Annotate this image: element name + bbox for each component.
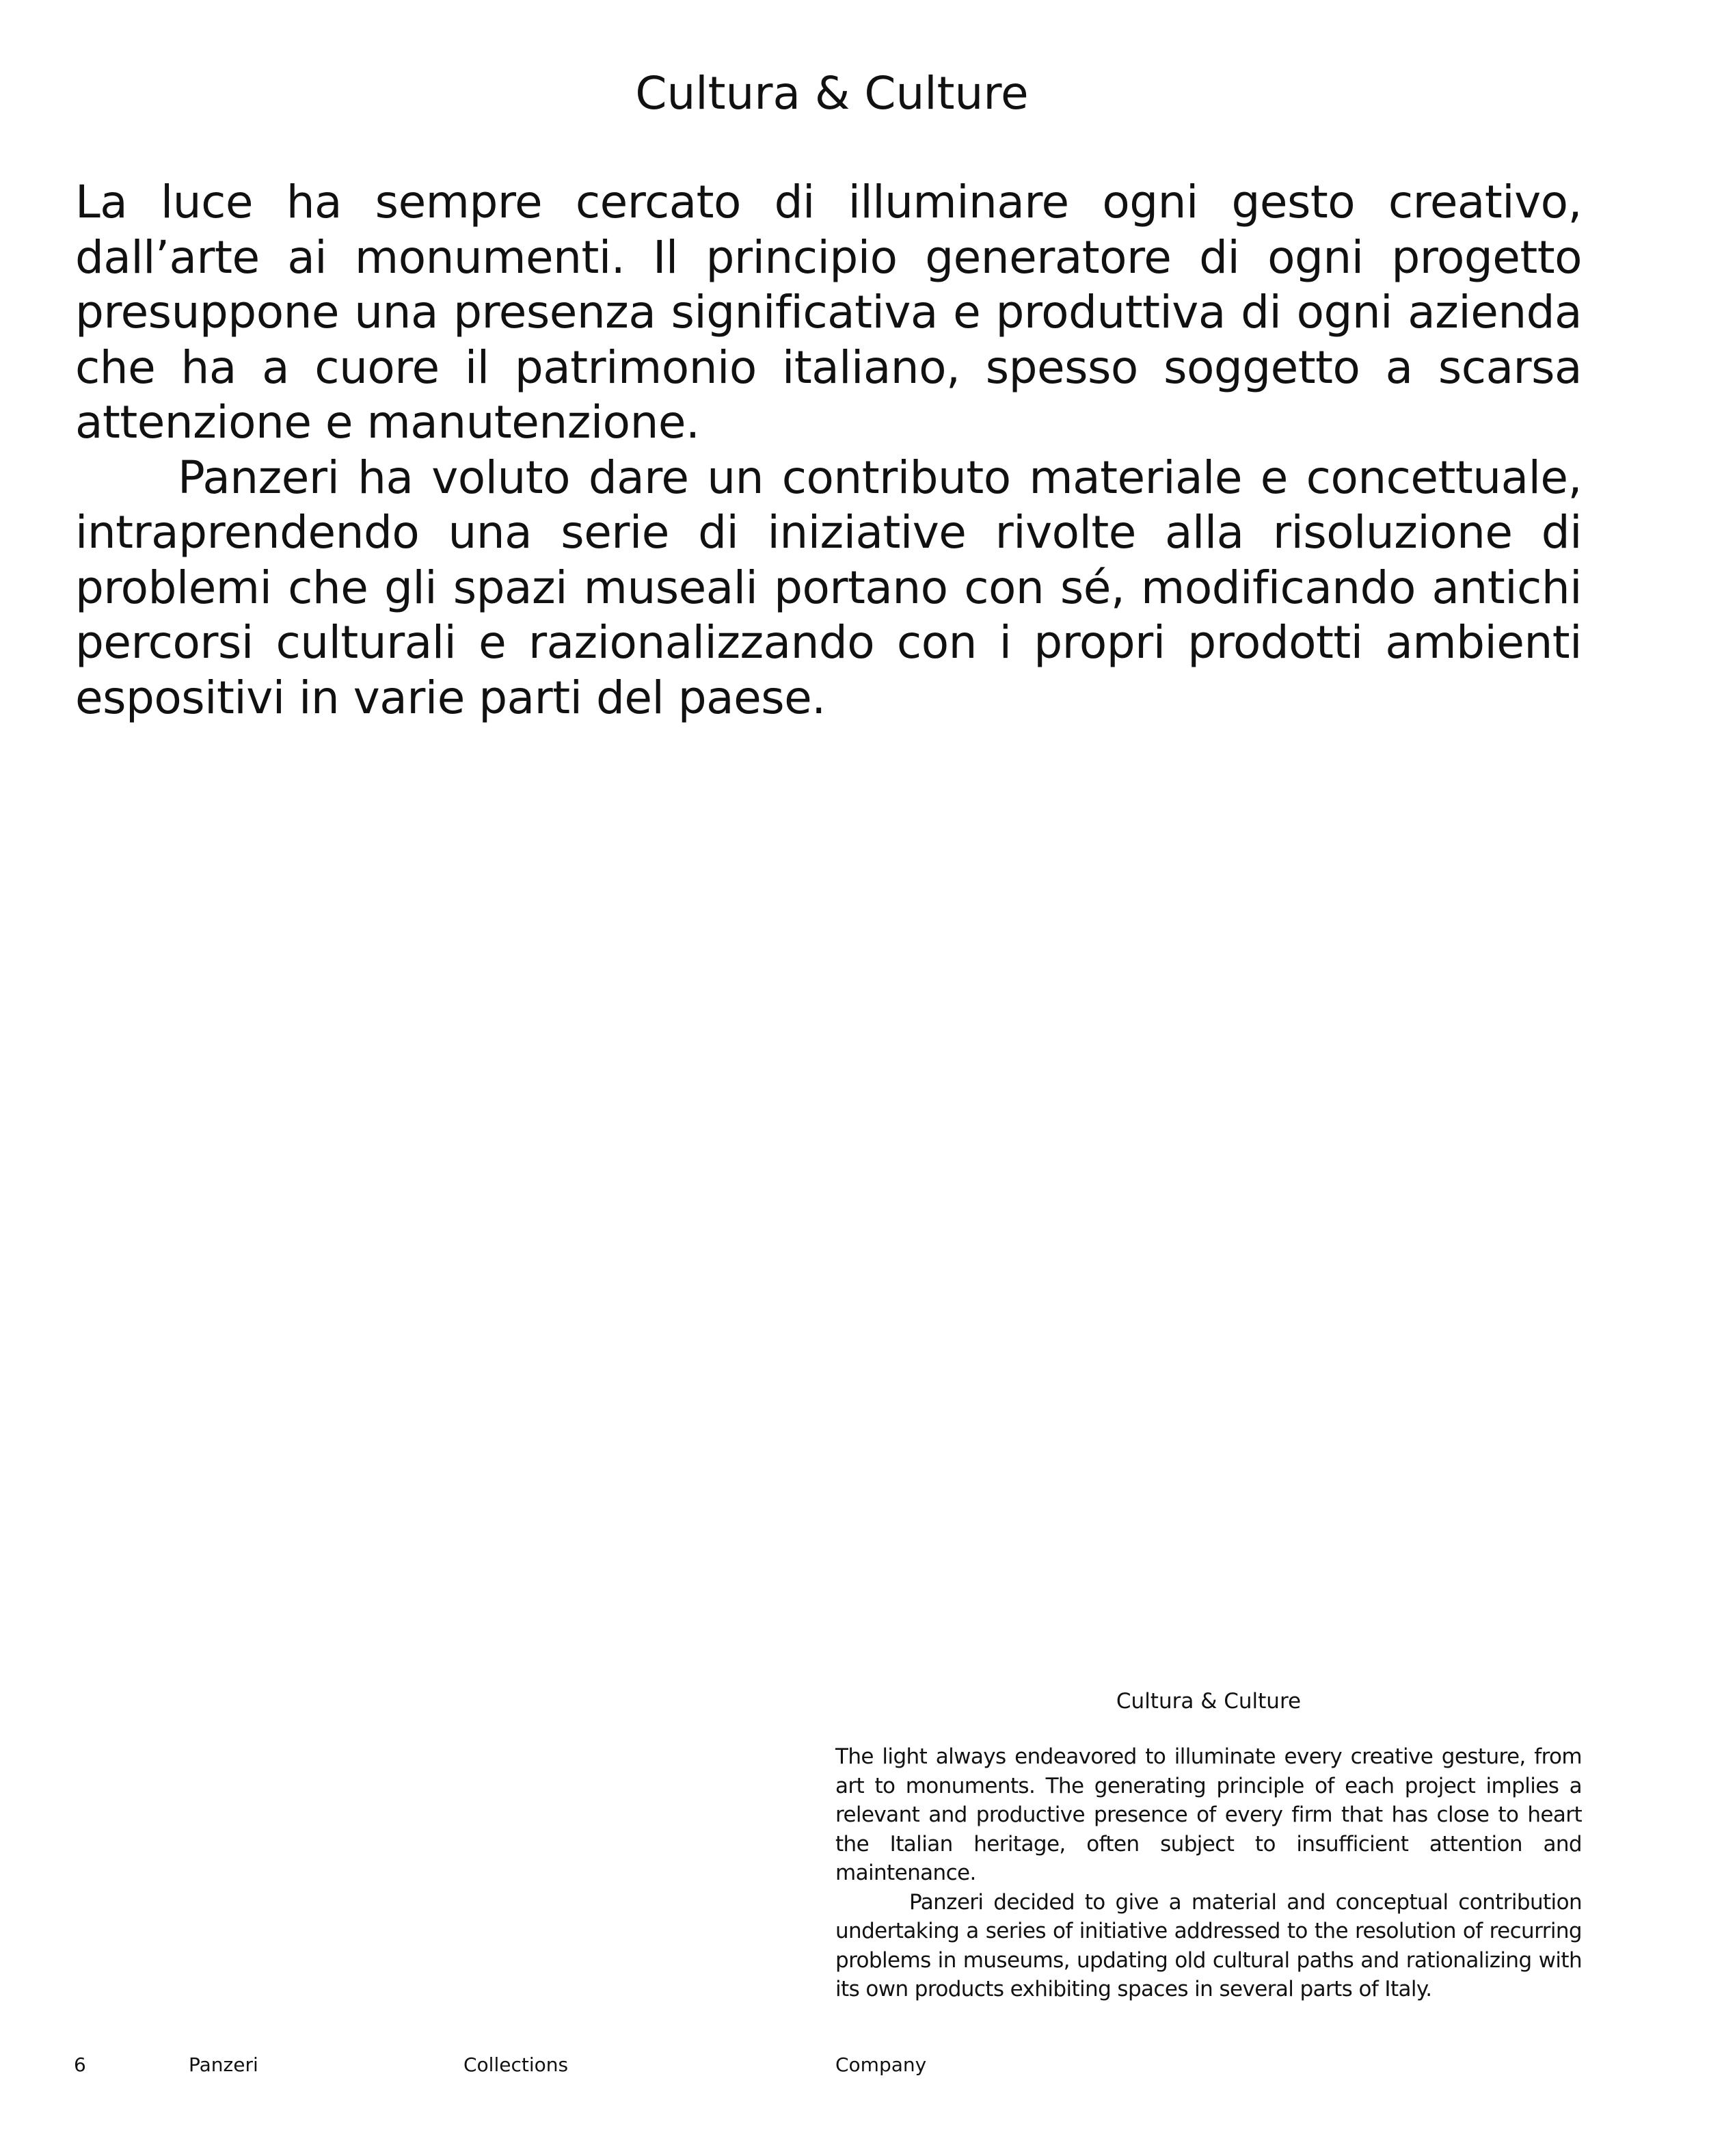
page-number: 6 xyxy=(74,2053,86,2076)
english-text-block xyxy=(835,1742,1582,2004)
italian-text-block xyxy=(75,175,1582,726)
footer-brand: Panzeri xyxy=(189,2053,258,2076)
english-paragraph-1: The light always endeavored to illuminate every creative gesture, from art to monuments. The generating principle of each project implies a relevant and productive presence of every firm that has close to heart the Italian heritage, often subject to insufficient attention and maintenance. xyxy=(835,1744,1582,1885)
italian-paragraph-2: Panzeri ha voluto dare un contributo materiale e concettuale, intraprendendo una serie di iniziative rivolte alla risoluzione di problemi che gli spazi museali portano con sé, modificando antichi percorsi culturali e razionalizzando con i propri prodotti ambienti espositivi in varie parti del paese. xyxy=(75,451,1582,724)
italian-paragraph-1: La luce ha sempre cercato di illuminare ogni gesto creativo, dall’arte ai monumenti. Il principio generatore di ogni progetto presuppone una presenza significativa e produttiva di ogni azienda che ha a cuore il patrimonio italiano, spesso soggetto a scarsa attenzione e manutenzione. xyxy=(75,176,1582,449)
footer-section: Collections xyxy=(463,2053,569,2076)
english-title: Cultura & Culture xyxy=(1116,1689,1302,1714)
page-title: Cultura & Culture xyxy=(635,67,1029,120)
footer-chapter: Company xyxy=(835,2053,927,2076)
english-paragraph-2: Panzeri decided to give a material and conceptual contribution undertaking a series of initiative addressed to the resolution of recurring problems in museums, updating old cultural paths and rationalizing with its own products exhibiting spaces in several parts of Italy. xyxy=(835,1889,1582,2001)
